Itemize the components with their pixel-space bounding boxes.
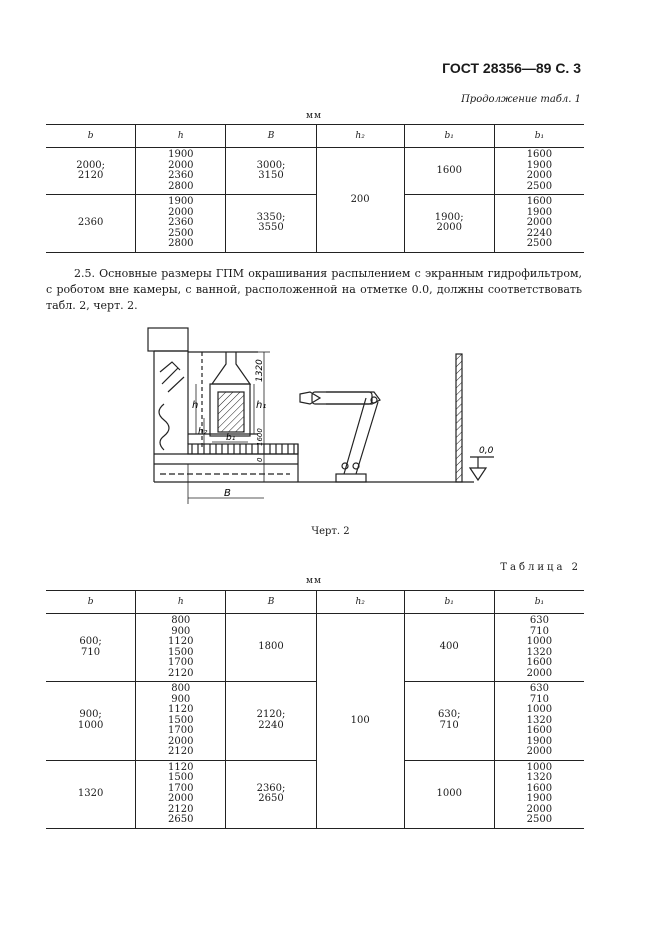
cell-line: 710 xyxy=(439,719,459,731)
cell-line: 1600 xyxy=(526,782,553,794)
cell-line: 2000 xyxy=(168,206,194,218)
cell-line: 1120 xyxy=(168,636,194,647)
cell-b1 xyxy=(404,682,494,761)
col-header-b1: b₁ xyxy=(404,591,494,614)
cell-line: 900 xyxy=(171,625,191,637)
cell-b1 xyxy=(404,614,494,682)
col-header-b1: b₁ xyxy=(404,125,494,148)
col-header-B: B xyxy=(226,591,316,614)
cell-line: 1500 xyxy=(168,646,194,658)
figure-caption: Черт. 2 xyxy=(311,526,350,537)
cell-line: 2360 xyxy=(168,170,194,181)
cell-line: 2800 xyxy=(168,180,194,192)
cell-line: 600; xyxy=(79,636,102,647)
cell-line: 2500 xyxy=(526,814,553,825)
table-row xyxy=(46,148,584,195)
robot-leg xyxy=(344,398,378,474)
cell-b xyxy=(46,148,136,195)
cell-line: 2000; xyxy=(76,159,106,171)
cell-line: 630 xyxy=(529,615,549,626)
spray-gun xyxy=(300,392,320,404)
cell-line: 1500 xyxy=(168,714,194,726)
cell-B xyxy=(226,760,316,828)
label-B: B xyxy=(224,488,231,499)
cell-b1 xyxy=(404,148,494,195)
cell-line: 1900 xyxy=(526,159,553,171)
col-header-b: b xyxy=(46,591,136,614)
cell-line: 2120 xyxy=(77,170,104,181)
cell-line: 1000 xyxy=(526,704,553,715)
cell-line: 800 xyxy=(171,615,191,626)
cell-line: 900; xyxy=(79,709,102,721)
cell-b1 xyxy=(404,195,494,253)
table-1 xyxy=(46,124,584,253)
cell-line: 710 xyxy=(81,646,101,658)
cell-line: 1600 xyxy=(526,657,553,668)
cell-line: 710 xyxy=(529,693,549,705)
cell-line: 1600 xyxy=(526,725,553,736)
cell-line: 1900; xyxy=(434,211,464,223)
cell-line: 2360 xyxy=(77,217,104,228)
cell-B xyxy=(226,195,316,253)
label-level: 0,0 xyxy=(479,446,494,456)
cell-line: 1000 xyxy=(526,761,553,773)
col-header-b1-second: b₁ xyxy=(494,125,584,148)
cell-line: 900 xyxy=(171,693,191,705)
cell-line: 2000 xyxy=(168,793,194,804)
cell-line: 1320 xyxy=(77,787,104,799)
cell-line: 1900 xyxy=(526,206,553,218)
cell-line: 2500 xyxy=(526,180,553,192)
cell-line: 2500 xyxy=(168,227,194,239)
cell-line: 1320 xyxy=(526,646,553,658)
cell-h xyxy=(136,148,226,195)
cell-line: 2000 xyxy=(526,746,553,757)
col-header-B: B xyxy=(226,125,316,148)
air-duct-box xyxy=(148,328,188,351)
cell-h xyxy=(136,760,226,828)
cell-b1 xyxy=(404,760,494,828)
col-header-b: b xyxy=(46,125,136,148)
col-header-h2: h₂ xyxy=(316,591,404,614)
cell-h2-merged: 100 xyxy=(316,614,404,829)
cell-b xyxy=(46,195,136,253)
cell-b xyxy=(46,682,136,761)
label-dim-top: 1320 xyxy=(255,359,265,382)
cell-line: 1120 xyxy=(168,761,194,773)
cell-line: 710 xyxy=(529,625,549,637)
cell-line: 800 xyxy=(171,683,191,694)
cell-line: 2120 xyxy=(168,746,194,757)
table-2 xyxy=(46,590,584,829)
cell-line: 1000 xyxy=(436,787,462,799)
cell-line: 2000 xyxy=(168,735,194,747)
cell-b xyxy=(46,614,136,682)
cell-B xyxy=(226,148,316,195)
cell-line: 1320 xyxy=(526,714,553,726)
cell-b1-values xyxy=(494,148,584,195)
cell-B xyxy=(226,682,316,761)
wall xyxy=(456,354,462,482)
label-h1: h₁ xyxy=(256,400,267,411)
cell-line: 3000; xyxy=(256,159,286,171)
page-header: ГОСТ 28356—89 С. 3 xyxy=(442,60,581,76)
label-h: h xyxy=(192,400,199,411)
table-header-row xyxy=(46,125,584,148)
cell-h xyxy=(136,682,226,761)
cell-line: 2120 xyxy=(168,803,194,815)
paragraph-text: 2.5. Основные размеры ГПМ окрашивания распылением с экранным гидрофильтром, с роботом вне камеры, с ванной, расположенной на отметке 0.0, должны соответствовать табл. 2, черт. 2. xyxy=(46,267,582,312)
cell-h xyxy=(136,614,226,682)
section-2-5-paragraph xyxy=(46,266,582,314)
cell-line: 1000 xyxy=(526,636,553,647)
table1-unit: мм xyxy=(306,111,323,121)
cell-line: 2000 xyxy=(168,159,194,171)
cell-line: 1700 xyxy=(168,782,194,794)
cell-line: 1900 xyxy=(168,149,194,160)
cell-line: 1900 xyxy=(526,793,553,804)
cell-line: 2120 xyxy=(168,667,194,679)
label-dim-mid: 1600 xyxy=(256,428,264,446)
label-h2: h₂ xyxy=(198,427,208,437)
table1-continuation: Продолжение табл. 1 xyxy=(461,94,581,105)
col-header-h: h xyxy=(136,125,226,148)
cell-line: 1600 xyxy=(526,149,553,160)
cell-line: 2240 xyxy=(258,719,284,731)
cell-line: 1500 xyxy=(168,772,194,783)
cell-b1-values xyxy=(494,760,584,828)
cell-line: 1700 xyxy=(168,657,194,668)
cell-line: 2000 xyxy=(526,170,553,181)
cell-line: 2650 xyxy=(258,793,284,804)
cell-line: 1000 xyxy=(77,719,104,731)
cell-line: 2360 xyxy=(168,217,194,228)
cell-line: 630 xyxy=(529,683,549,694)
table-row xyxy=(46,760,584,828)
cell-B xyxy=(226,614,316,682)
cell-line: 1320 xyxy=(526,772,553,783)
cell-line: 1800 xyxy=(258,641,284,653)
cell-line: 2500 xyxy=(526,238,553,249)
exhaust-nozzle xyxy=(212,352,250,384)
cell-line: 2000 xyxy=(526,217,553,228)
cell-h xyxy=(136,195,226,253)
cell-line: 2000 xyxy=(526,667,553,679)
cell-line: 2650 xyxy=(168,814,194,825)
cell-b1-values xyxy=(494,682,584,761)
robot-base xyxy=(336,474,366,482)
col-header-h2: h₂ xyxy=(316,125,404,148)
workpiece xyxy=(218,392,244,432)
table2-unit: мм xyxy=(306,576,323,586)
cell-line: 1700 xyxy=(168,725,194,736)
cell-line: 2000 xyxy=(526,803,553,815)
cell-line: 2800 xyxy=(168,238,194,249)
cell-b xyxy=(46,760,136,828)
cell-line: 1600 xyxy=(526,196,553,207)
cell-line: 1900 xyxy=(168,196,194,207)
table-row xyxy=(46,614,584,682)
label-dim-small: 0 xyxy=(256,457,264,462)
cell-h2-merged: 200 xyxy=(316,148,404,253)
cell-line: 2360; xyxy=(256,782,286,794)
cell-line: 2000 xyxy=(436,222,462,234)
cell-b1-values xyxy=(494,614,584,682)
cell-b1-values xyxy=(494,195,584,253)
cell-line: 3550 xyxy=(258,222,284,234)
table-row xyxy=(46,195,584,253)
water-curtain xyxy=(159,404,169,450)
table-row xyxy=(46,682,584,761)
col-header-h: h xyxy=(136,591,226,614)
cell-line: 2120; xyxy=(256,709,286,721)
table2-title: Таблица 2 xyxy=(500,562,581,573)
cell-line: 3350; xyxy=(256,211,286,223)
table-header-row xyxy=(46,591,584,614)
cell-line: 1600 xyxy=(436,164,462,176)
cell-line: 400 xyxy=(439,641,459,653)
cell-line: 1120 xyxy=(168,704,194,715)
cell-line: 2240 xyxy=(526,227,553,239)
label-b1: b₁ xyxy=(226,433,236,443)
hydrofilter-baffles xyxy=(160,362,184,392)
col-header-b1-second: b₁ xyxy=(494,591,584,614)
cell-line: 1900 xyxy=(526,735,553,747)
drawing-2 xyxy=(140,322,500,512)
cell-line: 3150 xyxy=(258,170,284,181)
cell-line: 630; xyxy=(437,709,461,721)
